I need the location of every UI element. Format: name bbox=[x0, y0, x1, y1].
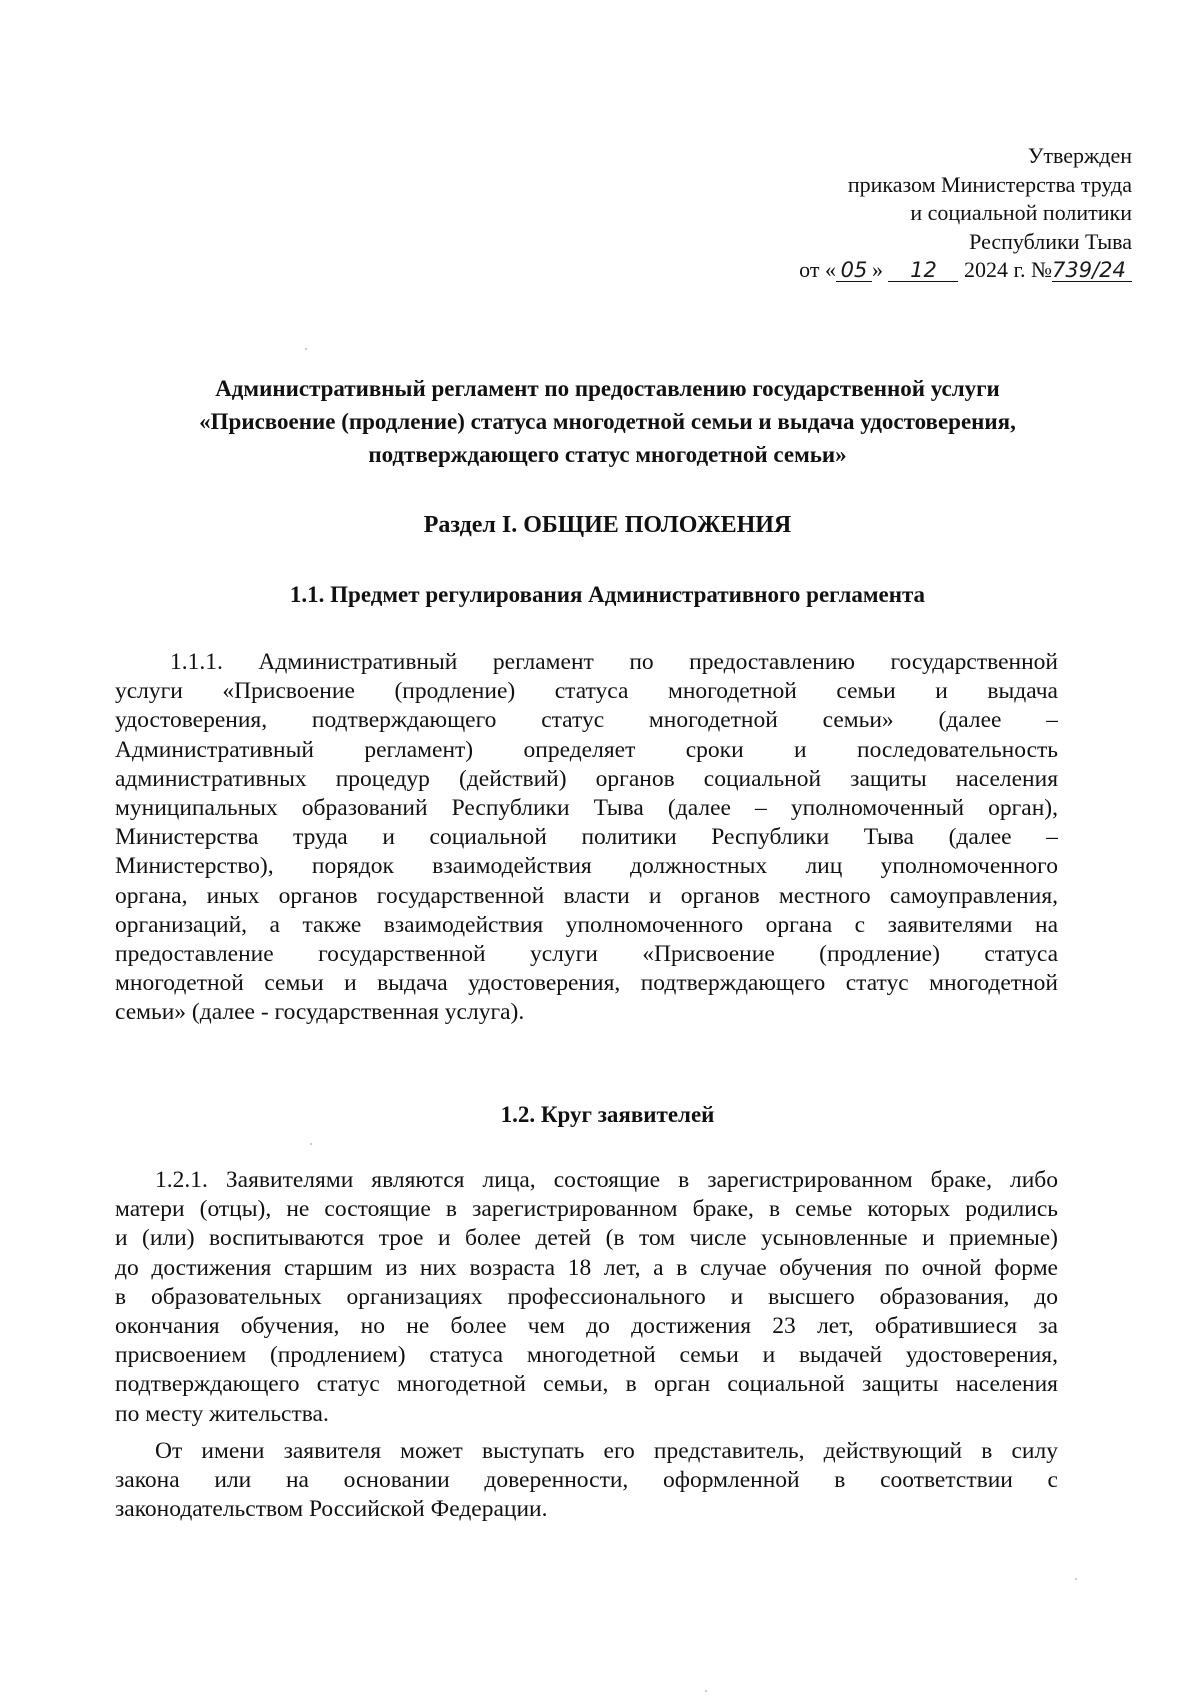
text-line: Министерство), порядок взаимодействия должностных лиц уполномоченного bbox=[115, 853, 1058, 880]
text-line: закона или на основании доверенности, оформленной в соответствии с bbox=[115, 1467, 1058, 1494]
text-line: Министерства труда и социальной политики Республики Тыва (далее – bbox=[115, 824, 1058, 851]
text-line: организаций, а также взаимодействия уполномоченного органа с заявителями на bbox=[115, 911, 1058, 938]
text-line: Административный регламент) определяет сроки и последовательность bbox=[115, 736, 1058, 763]
order-number-handwritten: 739/24 bbox=[1052, 258, 1126, 282]
title-line-3: подтверждающего статус многодетной семьи» bbox=[368, 442, 847, 467]
text-line: предоставление государственной услуги «Присвоение (продление) статуса bbox=[115, 941, 1058, 968]
paragraph-representative bbox=[115, 1437, 1058, 1525]
text-line: органа, иных органов государственной власти и органов местного самоуправления, bbox=[115, 882, 1058, 909]
subsection-1-1-heading: 1.1. Предмет регулирования Административного регламента bbox=[289, 582, 926, 607]
section-heading: Раздел I. ОБЩИЕ ПОЛОЖЕНИЯ bbox=[423, 512, 792, 538]
text-line: многодетной семьи и выдача удостоверения, подтверждающего статус многодетной bbox=[115, 970, 1058, 997]
date-year: 2024 г. № bbox=[963, 257, 1052, 282]
scan-speck bbox=[705, 1690, 707, 1692]
date-prefix: от « bbox=[799, 257, 836, 282]
text-line: присвоением (продлением) статуса многодетной семьи и выдачей удостоверения, bbox=[115, 1342, 1058, 1369]
approval-line-4: Республики Тыва bbox=[969, 228, 1132, 254]
paragraph-1-2-1 bbox=[115, 1166, 1058, 1429]
text-line: до достижения старшим из них возраста 18 лет, а в случае обучения по очной форме bbox=[115, 1254, 1058, 1281]
title-line-1: Административный регламент по предоставлению государственной услуги bbox=[215, 376, 1000, 401]
text-line: законодательством Российской Федерации. bbox=[115, 1496, 548, 1523]
text-line: и (или) воспитываются трое и более детей (в том числе усыновленные и приемные) bbox=[115, 1225, 1058, 1252]
scan-speck bbox=[305, 348, 307, 350]
text-line: матери (отцы), не состоящие в зарегистрированном браке, в семье которых родились bbox=[115, 1196, 1058, 1223]
text-line: муниципальных образований Республики Тыва (далее – уполномоченный орган), bbox=[115, 795, 1058, 822]
scan-speck bbox=[310, 1143, 312, 1145]
approval-line-1: Утвержден bbox=[1027, 143, 1132, 168]
date-day-field bbox=[836, 259, 872, 282]
approval-line-3: и социальной политики bbox=[910, 200, 1132, 225]
text-line: окончания обучения, но не более чем до достижения 23 лет, обратившиеся за bbox=[115, 1313, 1058, 1340]
approval-block bbox=[612, 142, 1132, 285]
text-line: услуги «Присвоение (продление) статуса многодетной семьи и выдача bbox=[115, 678, 1058, 705]
paragraph-1-1-1 bbox=[115, 648, 1058, 1028]
text-line: От имени заявителя может выступать его представитель, действующий в силу bbox=[155, 1438, 1058, 1464]
date-month-handwritten: 12 bbox=[910, 258, 937, 282]
approval-date-line bbox=[612, 256, 1132, 285]
text-line: подтверждающего статус многодетной семьи, в орган социальной защиты населения bbox=[115, 1371, 1058, 1398]
document-title bbox=[115, 372, 1100, 471]
approval-line-2: приказом Министерства труда bbox=[847, 171, 1132, 197]
date-mid: » bbox=[871, 257, 883, 282]
scan-speck bbox=[1075, 1578, 1077, 1580]
text-line: 1.2.1. Заявителями являются лица, состоящие в зарегистрированном браке, либо bbox=[155, 1167, 1058, 1193]
subsection-1-2-heading: 1.2. Круг заявителей bbox=[500, 1102, 715, 1127]
date-month-field bbox=[888, 259, 958, 282]
text-line: семьи» (далее - государственная услуга). bbox=[115, 999, 525, 1026]
date-day-handwritten: 05 bbox=[840, 258, 868, 282]
order-number-field bbox=[1052, 259, 1132, 282]
text-line: 1.1.1. Административный регламент по предоставлению государственной bbox=[170, 649, 1058, 675]
text-line: в образовательных организациях профессионального и высшего образования, до bbox=[115, 1283, 1058, 1310]
text-line: административных процедур (действий) органов социальной защиты населения bbox=[115, 765, 1058, 792]
text-line: по месту жительства. bbox=[115, 1400, 329, 1427]
title-line-2: «Присвоение (продление) статуса многодетной семьи и выдача удостоверения, bbox=[199, 409, 1016, 434]
text-line: удостоверения, подтверждающего статус многодетной семьи» (далее – bbox=[115, 707, 1058, 734]
